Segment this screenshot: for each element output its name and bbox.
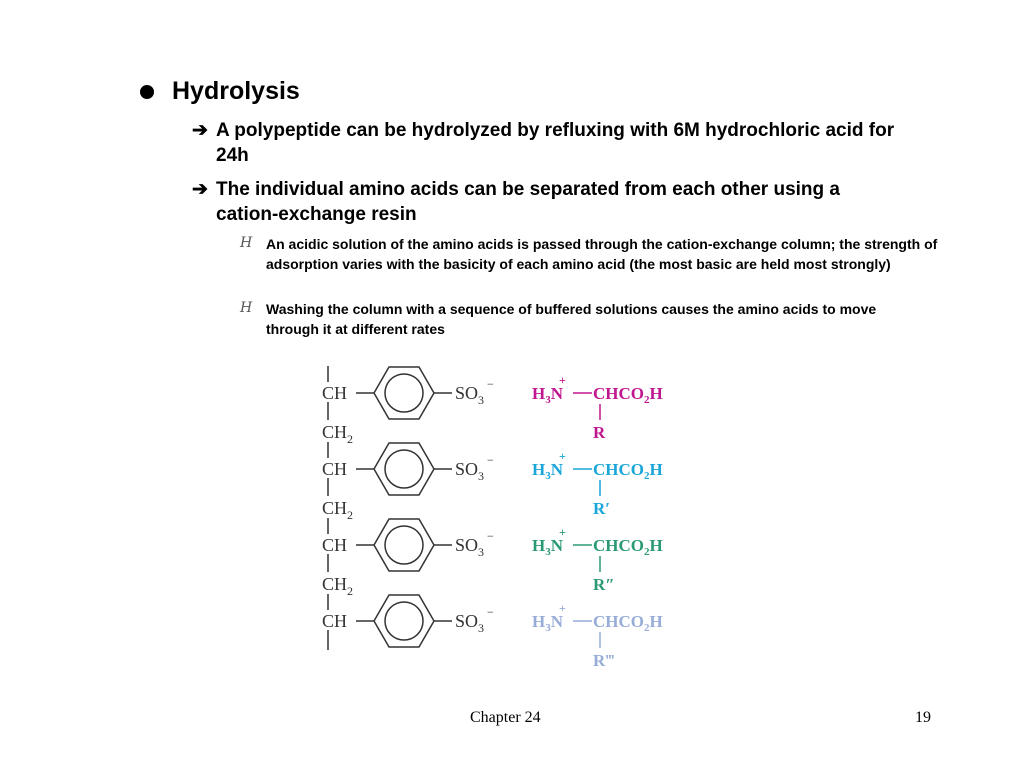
sub-bullet-icon: H bbox=[240, 300, 253, 316]
ch2-label: $CH_2$ bbox=[322, 498, 354, 522]
svg-text:CHCO2H: $CHCO_2H$ bbox=[593, 384, 663, 406]
ch2-label: $CH_2$ bbox=[322, 422, 354, 446]
svg-text:H3N: $H_3N$ bbox=[532, 460, 564, 482]
sulfonate-label: $SO_3^-$ bbox=[455, 453, 494, 483]
footer-chapter: Chapter 24 bbox=[470, 709, 541, 726]
benzene-ring-1 bbox=[356, 367, 452, 419]
svg-text:R″: R″ bbox=[593, 575, 615, 594]
subpoint-text-2: Washing the column with a sequence of buffered solutions causes the amino acids to move through it at different rates bbox=[266, 301, 877, 337]
ch-label: CH bbox=[322, 383, 348, 403]
arrow-bullet-icon: ➔ bbox=[192, 120, 208, 141]
benzene-ring-2 bbox=[356, 443, 452, 495]
ch-label: CH bbox=[322, 459, 348, 479]
point-text-1: A polypeptide can be hydrolyzed by refluxing with 6M hydrochloric acid for 24h bbox=[216, 120, 895, 166]
svg-text:+: + bbox=[559, 601, 566, 615]
svg-text:R: R bbox=[593, 423, 606, 442]
svg-text:+: + bbox=[559, 373, 566, 387]
point-text-2: The individual amino acids can be separated from each other using a cation-exchange resin bbox=[216, 179, 840, 225]
subpoint-text-1: An acidic solution of the amino acids is passed through the cation-exchange column; the strength of adsorption varies with the basicity of each amino acid (the most basic are held most strongly) bbox=[266, 236, 938, 272]
svg-text:R‴: R‴ bbox=[593, 651, 615, 670]
arrow-bullet-icon: ➔ bbox=[192, 179, 208, 200]
svg-text:H3N: $H_3N$ bbox=[532, 536, 564, 558]
sub-bullet-icon: H bbox=[240, 235, 253, 251]
svg-text:CHCO2H: $CHCO_2H$ bbox=[593, 460, 663, 482]
ch-label: CH bbox=[322, 535, 348, 555]
svg-text:H3N: $H_3N$ bbox=[532, 384, 564, 406]
ch2-label: $CH_2$ bbox=[322, 574, 354, 598]
amino-acid-2 bbox=[532, 449, 663, 518]
benzene-ring-4 bbox=[356, 595, 452, 647]
sulfonate-label: $SO_3^-$ bbox=[455, 377, 494, 407]
svg-text:H3N: $H_3N$ bbox=[532, 612, 564, 634]
ch-label: CH bbox=[322, 611, 348, 631]
svg-text:CHCO2H: $CHCO_2H$ bbox=[593, 536, 663, 558]
svg-text:+: + bbox=[559, 525, 566, 539]
amino-acid-3 bbox=[532, 525, 663, 594]
sulfonate-label: $SO_3^-$ bbox=[455, 605, 494, 635]
svg-text:R′: R′ bbox=[593, 499, 611, 518]
benzene-ring-3 bbox=[356, 519, 452, 571]
svg-text:+: + bbox=[559, 449, 566, 463]
slide-title: Hydrolysis bbox=[172, 77, 300, 105]
amino-acid-1 bbox=[532, 373, 663, 442]
amino-acid-4 bbox=[532, 601, 663, 670]
page-number: 19 bbox=[915, 709, 931, 726]
svg-text:CHCO2H: $CHCO_2H$ bbox=[593, 612, 663, 634]
sulfonate-label: $SO_3^-$ bbox=[455, 529, 494, 559]
